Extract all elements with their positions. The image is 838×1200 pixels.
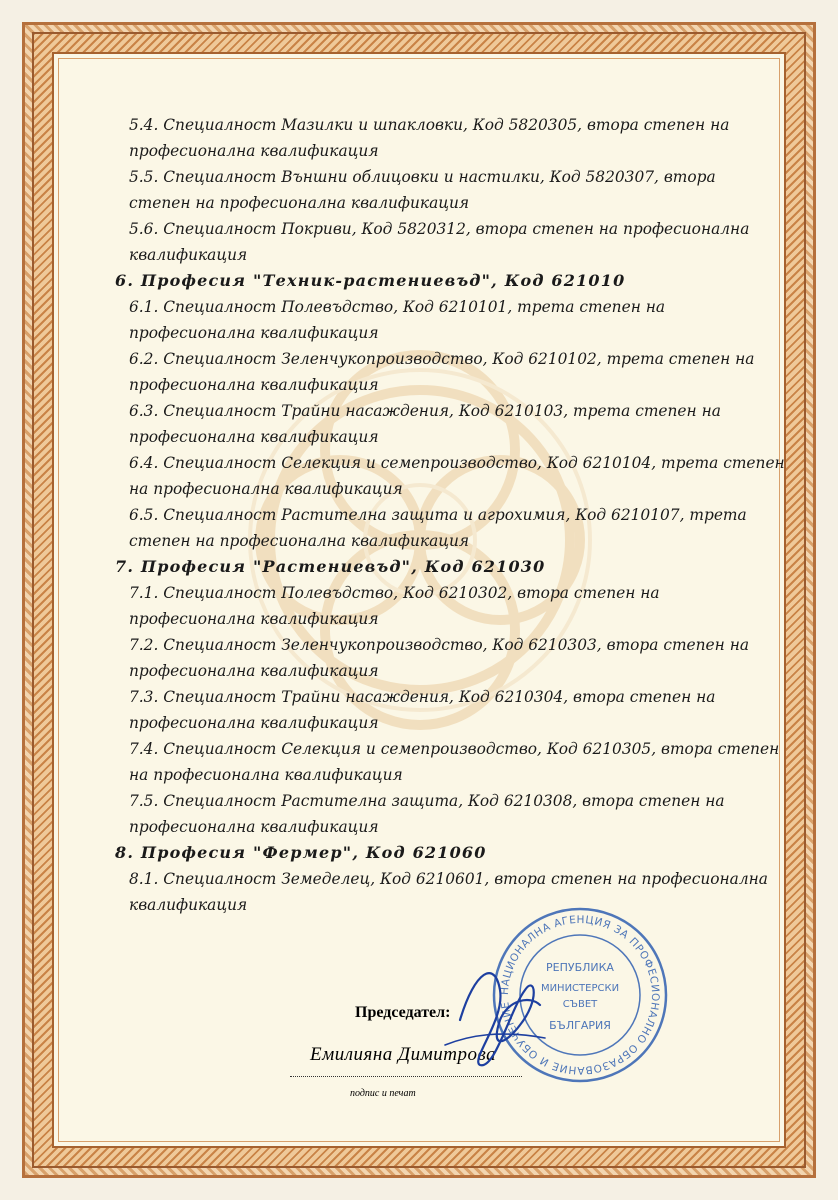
specialty-line: 7.4. Специалност Селекция и семепроизводство, Код 6210305, втора степен bbox=[129, 740, 780, 758]
specialty-line: на професионална квалификация bbox=[129, 766, 403, 784]
specialty-line: професионална квалификация bbox=[129, 324, 379, 342]
specialty-line: 7.3. Специалност Трайни насаждения, Код 6210304, втора степен на bbox=[129, 688, 716, 706]
specialty-line: професионална квалификация bbox=[129, 714, 379, 732]
specialty-line: 6.4. Специалност Селекция и семепроизводство, Код 6210104, трета степен bbox=[129, 454, 785, 472]
specialty-line: степен на професионална квалификация bbox=[129, 532, 470, 550]
specialty-line: професионална квалификация bbox=[129, 142, 379, 160]
specialty-line: 7.5. Специалност Растителна защита, Код 6210308, втора степен на bbox=[129, 792, 725, 810]
stamp-center-text: СЪВЕТ bbox=[562, 999, 598, 1010]
chair-name: Емилияна Димитрова bbox=[310, 1044, 497, 1065]
specialty-line: 7.2. Специалност Зеленчукопроизводство, Код 6210303, втора степен на bbox=[129, 636, 750, 654]
specialty-line: 6.3. Специалност Трайни насаждения, Код 6210103, трета степен на bbox=[129, 402, 721, 420]
profession-heading: 7. Професия "Растениевъд", Код 621030 bbox=[115, 557, 546, 576]
stamp-center-text: БЪЛГАРИЯ bbox=[549, 1019, 611, 1032]
specialty-line: 5.4. Специалност Мазилки и шпакловки, Код 5820305, втора степен на bbox=[129, 116, 730, 134]
specialty-line: 5.5. Специалност Външни облицовки и настилки, Код 5820307, втора bbox=[129, 168, 716, 186]
specialty-line: квалификация bbox=[129, 246, 248, 264]
profession-heading: 6. Професия "Техник-растениевъд", Код 621010 bbox=[115, 271, 626, 290]
specialty-line: професионална квалификация bbox=[129, 428, 379, 446]
specialty-line: професионална квалификация bbox=[129, 610, 379, 628]
specialty-line: степен на професионална квалификация bbox=[129, 194, 470, 212]
specialty-line: 6.2. Специалност Зеленчукопроизводство, Код 6210102, трета степен на bbox=[129, 350, 755, 368]
specialty-line: професионална квалификация bbox=[129, 662, 379, 680]
qualification-list bbox=[105, 112, 785, 918]
specialty-line: 6.5. Специалност Растителна защита и агрохимия, Код 6210107, трета bbox=[129, 506, 747, 524]
profession-heading: 8. Професия "Фермер", Код 621060 bbox=[115, 843, 487, 862]
specialty-line: професионална квалификация bbox=[129, 376, 379, 394]
svg-text:НАЦИОНАЛНА АГЕНЦИЯ ЗА ПРОФЕСИО: НАЦИОНАЛНА АГЕНЦИЯ ЗА ПРОФЕСИОНАЛНО ОБРАЗОВАНИЕ И ОБУЧЕНИЕ bbox=[498, 913, 662, 1077]
chair-title: Председател: bbox=[355, 1004, 451, 1021]
stamp-center-text: МИНИСТЕРСКИ bbox=[540, 983, 620, 994]
specialty-line: квалификация bbox=[129, 896, 248, 914]
specialty-line: 5.6. Специалност Покриви, Код 5820312, втора степен на професионална bbox=[129, 220, 750, 238]
specialty-line: на професионална квалификация bbox=[129, 480, 403, 498]
handwritten-signature bbox=[440, 950, 550, 1080]
specialty-line: професионална квалификация bbox=[129, 818, 379, 836]
signature-caption: подпис и печат bbox=[350, 1088, 416, 1099]
specialty-line: 8.1. Специалност Земеделец, Код 6210601, втора степен на професионална bbox=[129, 870, 768, 888]
stamp-center-text: РЕПУБЛИКА bbox=[546, 961, 614, 974]
specialty-line: 7.1. Специалност Полевъдство, Код 6210302, втора степен на bbox=[129, 584, 660, 602]
specialty-line: 6.1. Специалност Полевъдство, Код 6210101, трета степен на bbox=[129, 298, 666, 316]
